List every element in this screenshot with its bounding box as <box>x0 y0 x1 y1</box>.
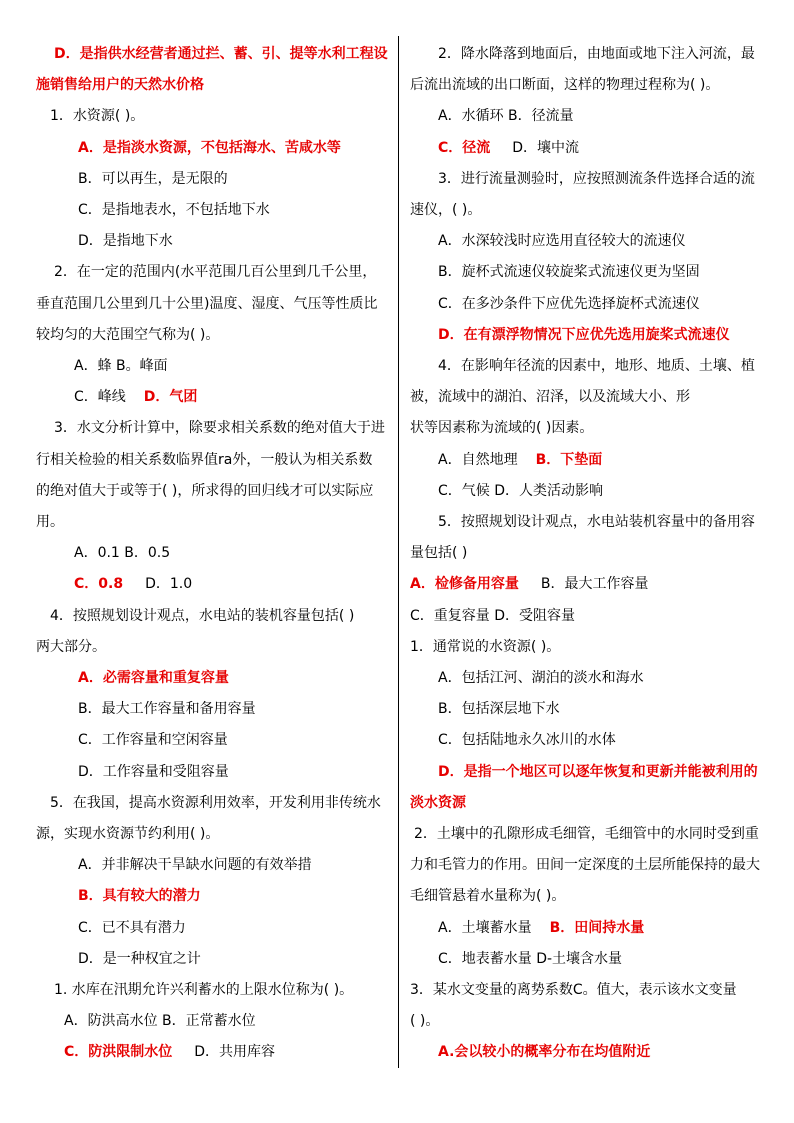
line-text: C．已不具有潜力 <box>78 919 186 936</box>
line-text: A．土壤蓄水量 <box>438 919 532 936</box>
line-text: 1. 水库在汛期允许兴利蓄水的上限水位称为( )。 <box>54 982 354 998</box>
text-line <box>438 699 560 719</box>
line-text: 用。 <box>36 514 64 530</box>
text-line <box>438 512 755 532</box>
text-line <box>438 730 616 750</box>
answer-text: B．下垫面 <box>535 451 603 468</box>
line-text: 3．某水文变量的离势系数C。值大，表示该水文变量 <box>410 982 737 998</box>
line-text: C．在多沙条件下应优先选择旋杯式流速仪 <box>438 295 700 312</box>
line-text: C．径流 <box>438 139 491 156</box>
line-text: 力和毛管力的作用。田间一定深度的土层所能保持的最大 <box>410 857 760 874</box>
line-text: C．重复容量 D．受阻容量 <box>410 607 576 624</box>
text-line <box>36 294 377 314</box>
text-line <box>410 574 648 594</box>
line-text: 源，实现水资源节约利用( )。 <box>36 826 220 842</box>
line-text: C．0.8 <box>74 576 124 593</box>
text-line <box>54 262 376 282</box>
text-line <box>438 294 700 314</box>
line-text: 4．按照规划设计观点，水电站的装机容量包括( ) <box>50 607 355 624</box>
text-line <box>78 949 201 969</box>
text-line <box>438 1042 650 1062</box>
line-text: B．旋杯式流速仪较旋桨式流速仪更为坚固 <box>438 264 700 281</box>
text-line <box>78 668 229 688</box>
text-line <box>438 481 603 501</box>
answer-text: B．田间持水量 <box>549 919 645 936</box>
text-line <box>54 418 385 438</box>
line-text: 3．进行流量测验时，应按照测流条件选择合适的流 <box>438 170 755 187</box>
line-text: 状等因素称为流域的( )因素。 <box>410 420 594 437</box>
line-text: A．包括江河、湖泊的淡水和海水 <box>438 670 644 686</box>
line-text: 被，流域中的湖泊、沼泽，以及流域大小、形 <box>410 389 690 406</box>
line-text: 垂直范围几公里到几十公里)温度、湿度、气压等性质比 <box>36 295 378 312</box>
line-text: 2．降水降落到地面后，由地面或地下注入河流，最 <box>438 46 755 62</box>
line-text: C．气候 D．人类活动影响 <box>438 482 604 499</box>
line-text: 5．在我国，提高水资源利用效率，开发利用非传统水 <box>50 794 381 811</box>
line-text: C．地表蓄水量 D-土壤含水量 <box>438 950 623 967</box>
option-text: B．最大工作容量 <box>540 576 649 593</box>
line-text: A．并非解决干旱缺水问题的有效举措 <box>78 857 312 874</box>
line-text: 两大部分。 <box>36 638 106 655</box>
line-text: A．水循环 B．径流量 <box>438 108 574 125</box>
text-line <box>438 762 758 782</box>
line-text: A.会以较小的概率分布在均值附近 <box>438 1044 651 1061</box>
text-line <box>36 450 372 470</box>
line-text: 4．在影响年径流的因素中，地形、地质、土壤、植 <box>438 358 755 374</box>
line-text: C．峰线 <box>74 389 126 406</box>
text-line <box>36 512 64 532</box>
line-text: 量包括( ) <box>410 545 468 562</box>
text-line <box>410 75 719 95</box>
text-line <box>36 481 373 501</box>
text-line <box>74 543 170 563</box>
text-line <box>78 200 270 220</box>
text-line <box>410 387 690 407</box>
text-line <box>410 886 565 906</box>
line-text: 后流出流域的出口断面，这样的物理过程称为( )。 <box>410 77 720 94</box>
text-line <box>410 606 575 626</box>
line-text: 速仪，( )。 <box>410 202 482 218</box>
text-line <box>78 699 256 719</box>
line-text: 1．通常说的水资源( )。 <box>410 638 561 655</box>
text-line <box>74 387 197 407</box>
line-text: A．检修备用容量 <box>410 576 519 593</box>
text-line <box>438 106 574 126</box>
text-line <box>438 169 755 189</box>
line-text: 淡水资源 <box>410 794 466 811</box>
line-text: A．必需容量和重复容量 <box>78 670 229 686</box>
text-line <box>410 855 760 875</box>
line-text: D．工作容量和受阻容量 <box>78 763 229 780</box>
text-line <box>36 824 219 844</box>
text-line <box>438 356 755 376</box>
text-line <box>438 44 755 64</box>
line-text: 2．在一定的范围内(水平范围几百公里到几千公里， <box>54 264 377 281</box>
option-text: D．共用库容 <box>194 1044 276 1061</box>
line-text: A．自然地理 <box>438 451 518 468</box>
answer-text: D．气团 <box>143 389 198 406</box>
text-line <box>410 543 467 563</box>
line-text: A．防洪高水位 B．正常蓄水位 <box>64 1013 256 1030</box>
text-line <box>74 574 192 594</box>
text-line <box>410 793 466 813</box>
text-line <box>438 325 730 345</box>
line-text: A．0.1 B．0.5 <box>74 545 171 562</box>
line-text: D．是指地下水 <box>78 233 173 250</box>
text-line <box>410 418 593 438</box>
line-text: 1．水资源( )。 <box>50 108 145 125</box>
text-line <box>74 356 168 376</box>
text-line <box>78 138 341 158</box>
line-text: D．是指供水经营者通过拦、蓄、引、提等水利工程设 <box>54 46 388 62</box>
text-line <box>410 637 560 657</box>
text-line <box>36 637 106 657</box>
line-text: D．是指一个地区可以逐年恢复和更新并能被利用的 <box>438 763 758 780</box>
line-text: B．可以再生，是无限的 <box>78 170 228 187</box>
line-text: 毛细管悬着水量称为( )。 <box>410 888 566 905</box>
line-text: C．是指地表水，不包括地下水 <box>78 202 270 218</box>
line-text: 的绝对值大于或等于( )，所求得的回归线才可以实际应 <box>36 482 374 499</box>
text-line <box>438 231 686 251</box>
line-text: D．在有漂浮物情况下应优先选用旋桨式流速仪 <box>438 326 730 343</box>
text-line <box>78 762 229 782</box>
line-text: B．包括深层地下水 <box>438 701 560 718</box>
line-text: D．是一种权宜之计 <box>78 950 201 967</box>
text-line <box>78 886 201 906</box>
text-line <box>64 1011 256 1031</box>
line-text: 行相关检验的相关系数临界值ra外，一般认为相关系数 <box>36 451 373 468</box>
text-line <box>410 980 737 1000</box>
line-text: 施销售给用户的天然水价格 <box>36 77 204 94</box>
text-line <box>438 668 644 688</box>
line-text: A．是指淡水资源，不包括海水、苦咸水等 <box>78 139 341 156</box>
text-line <box>78 730 228 750</box>
text-line <box>414 824 759 844</box>
line-text: A．水深较浅时应选用直径较大的流速仪 <box>438 233 686 250</box>
line-text: C．防洪限制水位 <box>64 1044 173 1061</box>
option-text: D．壤中流 <box>512 139 580 156</box>
text-line <box>36 75 204 95</box>
line-text: 3．水文分析计算中，除要求相关系数的绝对值大于进 <box>54 420 385 437</box>
option-text: D．1.0 <box>145 576 193 593</box>
text-line <box>78 918 186 938</box>
text-line <box>410 200 481 220</box>
text-line <box>50 106 144 126</box>
text-line <box>78 169 228 189</box>
line-text: C．包括陆地永久冰川的水体 <box>438 732 616 749</box>
text-line <box>78 231 173 251</box>
text-line <box>438 949 622 969</box>
text-line <box>410 1011 439 1031</box>
line-text: 5．按照规划设计观点，水电站装机容量中的备用容 <box>438 514 755 530</box>
line-text: C．工作容量和空闲容量 <box>78 732 228 749</box>
line-text: B．具有较大的潜力 <box>78 888 201 905</box>
text-line <box>36 325 219 345</box>
line-text: A．蜂 B。峰面 <box>74 358 168 374</box>
text-line <box>50 606 354 626</box>
line-text: B．最大工作容量和备用容量 <box>78 701 256 718</box>
text-line <box>438 918 644 938</box>
line-text: 2．土壤中的孔隙形成毛细管，毛细管中的水同时受到重 <box>414 826 759 842</box>
text-line <box>438 450 602 470</box>
text-line <box>54 980 353 1000</box>
text-line <box>50 793 381 813</box>
column-divider <box>398 36 399 1068</box>
text-line <box>64 1042 275 1062</box>
text-line <box>78 855 312 875</box>
text-line <box>438 138 579 158</box>
text-line <box>438 262 700 282</box>
line-text: 较均匀的大范围空气称为( )。 <box>36 326 220 343</box>
line-text: ( )。 <box>410 1013 440 1030</box>
text-line <box>54 44 388 64</box>
